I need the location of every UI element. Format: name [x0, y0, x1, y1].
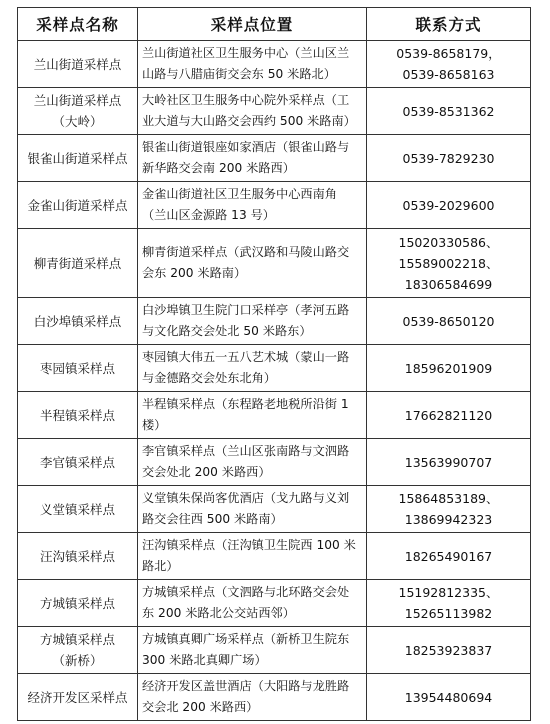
- sampling-point-location-cell: [138, 392, 367, 439]
- sampling-point-location-cell: [138, 533, 367, 580]
- sampling-point-location-cell: [138, 674, 367, 721]
- sampling-point-location-line: 银雀山街道银座如家酒店（银雀山路与: [142, 140, 350, 154]
- sampling-point-location-cell: [138, 41, 367, 88]
- sampling-point-location-line: 东 200 米路北公交站西邻）: [142, 606, 295, 620]
- sampling-point-location-line: 路交会往西 500 米路南）: [142, 512, 283, 526]
- sampling-point-location-cell: [138, 486, 367, 533]
- sampling-point-contact-line: 15192812335、: [398, 585, 499, 600]
- sampling-point-location-line: 半程镇采样点（东程路老地税所沿街 1: [142, 397, 349, 411]
- sampling-point-contact-cell: [367, 298, 531, 345]
- sampling-point-location-line: 业大道与大山路交会西约 500 米路南）: [142, 114, 356, 128]
- sampling-point-contact-cell: [367, 182, 531, 229]
- table-row: [18, 135, 531, 182]
- sampling-point-location-cell: [138, 182, 367, 229]
- sampling-point-name-line: （大岭）: [52, 114, 103, 129]
- sampling-point-contact-line: 18265490167: [404, 548, 493, 564]
- table-row: [18, 533, 531, 580]
- sampling-point-location-cell: [138, 135, 367, 182]
- sampling-point-name-line: 白沙埠镇采样点: [33, 313, 122, 329]
- table-body: [18, 41, 531, 721]
- sampling-point-name-cell: [18, 88, 138, 135]
- sampling-point-contact-line: 18253923837: [404, 642, 493, 658]
- sampling-point-contact-line: 13954480694: [404, 689, 493, 705]
- table-header-row: [18, 8, 531, 41]
- sampling-point-contact-line: 15020330586、: [398, 234, 499, 250]
- sampling-point-name-line: 方城镇采样点: [39, 595, 115, 611]
- sampling-point-location-line: 汪沟镇采样点（汪沟镇卫生院西 100 米: [142, 538, 356, 552]
- sampling-point-name-line: 汪沟镇采样点: [39, 548, 115, 564]
- sampling-point-name-cell: [18, 135, 138, 182]
- table-row: [18, 674, 531, 721]
- sampling-point-name-line: 方城镇采样点: [39, 632, 115, 647]
- sampling-point-name-cell: [18, 439, 138, 486]
- sampling-point-contact-line: 0539-2029600: [402, 197, 495, 213]
- sampling-point-name-line: 金雀山街道采样点: [27, 197, 128, 213]
- sampling-point-location-line: 经济开发区盖世酒店（大阳路与龙胜路: [142, 679, 350, 693]
- sampling-point-location-line: 交会处北 200 米路西）: [142, 465, 271, 479]
- sampling-point-location-line: 方城镇采样点（文泗路与北环路交会处: [142, 585, 350, 599]
- sampling-point-name-line: 经济开发区采样点: [27, 689, 128, 705]
- sampling-point-name-line: 银雀山街道采样点: [27, 150, 128, 166]
- sampling-point-name-line: 兰山街道采样点: [33, 56, 122, 72]
- sampling-point-name-cell: [18, 392, 138, 439]
- sampling-point-contact-cell: [367, 486, 531, 533]
- sampling-point-location-line: 路北）: [142, 559, 179, 573]
- table-row: [18, 182, 531, 229]
- column-header-contact: 联系方式: [367, 8, 531, 41]
- sampling-point-location-line: 会东 200 米路南）: [142, 266, 247, 280]
- table-row: [18, 345, 531, 392]
- sampling-point-contact-line: 15589002218、: [398, 255, 499, 271]
- sampling-point-contact-cell: [367, 627, 531, 674]
- sampling-point-location-line: 与文化路交会处北 50 米路东）: [142, 324, 312, 338]
- sampling-point-name-line: 义堂镇采样点: [39, 501, 115, 517]
- sampling-point-location-line: 柳青街道采样点（武汉路和马陵山路交: [142, 245, 350, 259]
- sampling-point-name-line: 半程镇采样点: [39, 407, 115, 423]
- sampling-point-location-cell: [138, 439, 367, 486]
- sampling-point-name-line: 枣园镇采样点: [39, 360, 115, 376]
- sampling-point-location-line: 金雀山街道社区卫生服务中心西南角: [142, 187, 337, 201]
- sampling-point-contact-cell: [367, 88, 531, 135]
- column-header-name: 采样点名称: [18, 8, 138, 41]
- column-header-location: 采样点位置: [138, 8, 367, 41]
- sampling-point-name-line: （新桥）: [52, 653, 103, 668]
- table-row: [18, 88, 531, 135]
- sampling-point-name-cell: [18, 229, 138, 298]
- table-row: [18, 627, 531, 674]
- sampling-point-contact-line: 15864853189、: [398, 491, 499, 506]
- sampling-point-name-cell: [18, 533, 138, 580]
- table-row: [18, 486, 531, 533]
- sampling-point-name-cell: [18, 41, 138, 88]
- sampling-point-name-line: 兰山街道采样点: [33, 93, 122, 108]
- sampling-point-location-line: 大岭社区卫生服务中心院外采样点（工: [142, 93, 350, 107]
- sampling-point-location-line: 兰山街道社区卫生服务中心（兰山区兰: [142, 46, 350, 60]
- sampling-point-location-line: 枣园镇大伟五一五八艺术城（蒙山一路: [142, 350, 350, 364]
- sampling-point-name-line: 柳青街道采样点: [33, 255, 122, 271]
- sampling-point-contact-line: 0539-8531362: [402, 103, 495, 119]
- table-row: [18, 439, 531, 486]
- sampling-point-location-line: 交会北 200 米路西）: [142, 700, 259, 714]
- sampling-point-name-line: 李官镇采样点: [39, 454, 115, 470]
- sampling-point-contact-cell: [367, 439, 531, 486]
- sampling-point-location-line: 方城镇真卿广场采样点（新桥卫生院东: [142, 632, 350, 646]
- sampling-point-location-line: 楼）: [142, 418, 167, 432]
- sampling-point-name-cell: [18, 486, 138, 533]
- sampling-point-location-line: 义堂镇朱保尚客优酒店（戈九路与义刘: [142, 491, 350, 505]
- sampling-point-contact-line: 13869942323: [404, 512, 493, 527]
- sampling-point-location-cell: [138, 298, 367, 345]
- sampling-point-location-line: 李官镇采样点（兰山区张南路与文泗路: [142, 444, 350, 458]
- sampling-point-location-line: 新华路交会南 200 米路西）: [142, 161, 295, 175]
- sampling-point-contact-line: 0539-8658179，: [396, 46, 501, 61]
- sampling-point-contact-cell: [367, 674, 531, 721]
- sampling-point-location-cell: [138, 627, 367, 674]
- sampling-point-contact-line: 0539-7829230: [402, 150, 495, 166]
- sampling-point-contact-line: 18306584699: [404, 276, 493, 292]
- sampling-point-name-cell: [18, 627, 138, 674]
- sampling-points-table: [17, 7, 531, 721]
- sampling-point-name-cell: [18, 580, 138, 627]
- sampling-point-contact-line: 17662821120: [404, 407, 493, 423]
- sampling-point-name-cell: [18, 182, 138, 229]
- sampling-point-location-line: （兰山区金源路 13 号）: [142, 208, 275, 222]
- sampling-point-contact-line: 13563990707: [404, 454, 493, 470]
- sampling-point-location-line: 与金德路交会处东北角）: [142, 371, 277, 385]
- sampling-point-contact-cell: [367, 41, 531, 88]
- sampling-point-location-cell: [138, 88, 367, 135]
- sampling-point-location-cell: [138, 345, 367, 392]
- table-row: [18, 41, 531, 88]
- table-row: [18, 580, 531, 627]
- sampling-point-location-line: 山路与八腊庙街交会东 50 米路北）: [142, 67, 336, 81]
- table-row: [18, 229, 531, 298]
- sampling-point-contact-line: 0539-8658163: [402, 67, 495, 82]
- sampling-point-location-cell: [138, 580, 367, 627]
- sampling-point-location-line: 白沙埠镇卫生院门口采样亭（孝河五路: [142, 303, 350, 317]
- table-row: [18, 298, 531, 345]
- sampling-point-location-cell: [138, 229, 367, 298]
- sampling-point-contact-line: 15265113982: [404, 606, 493, 621]
- sampling-point-contact-cell: [367, 135, 531, 182]
- sampling-point-name-cell: [18, 345, 138, 392]
- sampling-point-contact-line: 0539-8650120: [402, 313, 495, 329]
- sampling-point-name-cell: [18, 298, 138, 345]
- sampling-point-contact-cell: [367, 580, 531, 627]
- sampling-point-contact-cell: [367, 392, 531, 439]
- sampling-point-contact-cell: [367, 345, 531, 392]
- sampling-point-name-cell: [18, 674, 138, 721]
- sampling-point-contact-cell: [367, 229, 531, 298]
- sampling-point-contact-cell: [367, 533, 531, 580]
- sampling-point-location-line: 300 米路北真卿广场）: [142, 653, 267, 667]
- sampling-point-contact-line: 18596201909: [404, 360, 493, 376]
- table-row: [18, 392, 531, 439]
